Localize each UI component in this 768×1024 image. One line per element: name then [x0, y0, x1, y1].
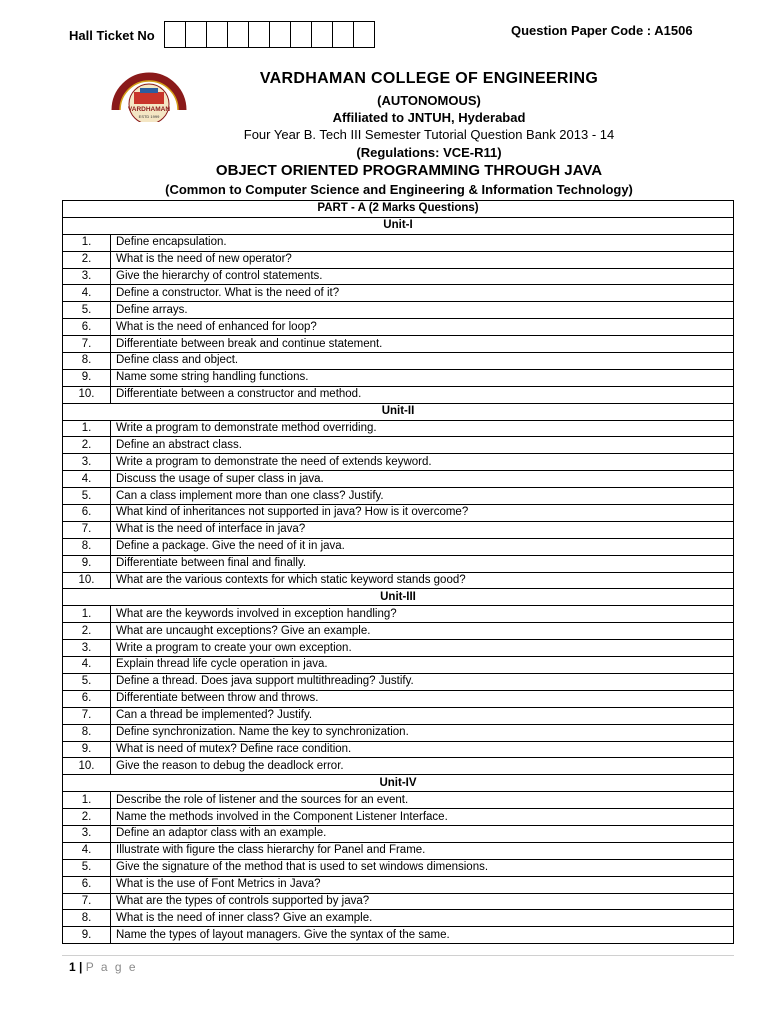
college-name: VARDHAMAN COLLEGE OF ENGINEERING	[259, 70, 599, 87]
question-number: 1.	[63, 792, 111, 809]
question-text: Define an adaptor class with an example.	[111, 825, 734, 842]
hall-ticket-box[interactable]	[354, 21, 375, 48]
question-text: Write a program to create your own exception.	[111, 640, 734, 657]
question-row	[63, 268, 734, 285]
question-row	[63, 302, 734, 319]
question-text: Name some string handling functions.	[111, 369, 734, 386]
question-row	[63, 505, 734, 522]
question-row	[63, 471, 734, 488]
unit-title: Unit-III	[63, 589, 734, 606]
question-number: 10.	[63, 572, 111, 589]
subject-title: OBJECT ORIENTED PROGRAMMING THROUGH JAVA	[215, 162, 603, 179]
question-number: 7.	[63, 893, 111, 910]
question-text: What are the keywords involved in exception handling?	[111, 606, 734, 623]
question-number: 9.	[63, 555, 111, 572]
course-line: Four Year B. Tech III Semester Tutorial Question Bank 2013 - 14	[243, 127, 615, 142]
question-text: Define encapsulation.	[111, 234, 734, 251]
question-row	[63, 353, 734, 370]
question-row	[63, 285, 734, 302]
question-number: 6.	[63, 319, 111, 336]
hall-ticket-boxes	[164, 21, 375, 48]
question-text: Describe the role of listener and the sources for an event.	[111, 792, 734, 809]
question-row	[63, 673, 734, 690]
question-paper-code: Question Paper Code : A1506	[511, 23, 693, 38]
question-text: Name the methods involved in the Component Listener Interface.	[111, 809, 734, 826]
question-row	[63, 234, 734, 251]
hall-ticket-box[interactable]	[249, 21, 270, 48]
question-text: Define class and object.	[111, 353, 734, 370]
question-text: Differentiate between throw and throws.	[111, 690, 734, 707]
question-row	[63, 555, 734, 572]
affiliation-text: Affiliated to JNTUH, Hyderabad	[332, 110, 526, 125]
question-text: Define a thread. Does java support multithreading? Justify.	[111, 673, 734, 690]
question-text: What is the need of interface in java?	[111, 521, 734, 538]
question-number: 8.	[63, 538, 111, 555]
hall-ticket-box[interactable]	[207, 21, 228, 48]
question-text: Define an abstract class.	[111, 437, 734, 454]
question-row	[63, 809, 734, 826]
question-text: Discuss the usage of super class in java.	[111, 471, 734, 488]
question-row	[63, 319, 734, 336]
question-row	[63, 336, 734, 353]
hall-ticket-box[interactable]	[291, 21, 312, 48]
question-number: 6.	[63, 690, 111, 707]
question-row	[63, 251, 734, 268]
page-separator: |	[79, 960, 83, 974]
question-number: 7.	[63, 707, 111, 724]
hall-ticket-box[interactable]	[165, 21, 186, 48]
question-row	[63, 724, 734, 741]
question-number: 1.	[63, 234, 111, 251]
question-number: 4.	[63, 842, 111, 859]
question-number: 1.	[63, 420, 111, 437]
question-row	[63, 521, 734, 538]
question-text: What is the use of Font Metrics in Java?	[111, 876, 734, 893]
question-text: Differentiate between final and finally.	[111, 555, 734, 572]
question-row	[63, 842, 734, 859]
question-text: What are the various contexts for which static keyword stands good?	[111, 572, 734, 589]
question-number: 8.	[63, 724, 111, 741]
question-number: 7.	[63, 521, 111, 538]
question-text: Define arrays.	[111, 302, 734, 319]
question-number: 3.	[63, 825, 111, 842]
autonomous-label: (AUTONOMOUS)	[377, 93, 481, 108]
question-number: 7.	[63, 336, 111, 353]
hall-ticket-label: Hall Ticket No	[69, 28, 155, 43]
question-row	[63, 538, 734, 555]
question-row	[63, 657, 734, 674]
unit-title: Unit-IV	[63, 775, 734, 792]
question-row	[63, 386, 734, 403]
hall-ticket-box[interactable]	[186, 21, 207, 48]
unit-header-row	[63, 217, 734, 234]
question-row	[63, 758, 734, 775]
question-row	[63, 572, 734, 589]
question-text: What is the need of enhanced for loop?	[111, 319, 734, 336]
question-text: Name the types of layout managers. Give the syntax of the same.	[111, 927, 734, 944]
footer-divider	[62, 955, 734, 956]
question-text: Give the reason to debug the deadlock error.	[111, 758, 734, 775]
question-number: 8.	[63, 910, 111, 927]
part-header-row	[63, 201, 734, 218]
question-text: What are the types of controls supported by java?	[111, 893, 734, 910]
question-text: Write a program to demonstrate method overriding.	[111, 420, 734, 437]
question-text: Give the hierarchy of control statements.	[111, 268, 734, 285]
question-number: 3.	[63, 268, 111, 285]
question-number: 3.	[63, 454, 111, 471]
question-number: 5.	[63, 488, 111, 505]
question-row	[63, 454, 734, 471]
question-row	[63, 623, 734, 640]
question-number: 2.	[63, 623, 111, 640]
unit-header-row	[63, 589, 734, 606]
page-label: P a g e	[85, 960, 138, 974]
question-text: What is the need of new operator?	[111, 251, 734, 268]
unit-header-row	[63, 775, 734, 792]
question-text: What is need of mutex? Define race condition.	[111, 741, 734, 758]
logo-text: VARDHAMAN	[127, 106, 171, 113]
question-row	[63, 437, 734, 454]
question-row	[63, 893, 734, 910]
question-number: 10.	[63, 758, 111, 775]
question-number: 6.	[63, 876, 111, 893]
question-number: 2.	[63, 437, 111, 454]
question-text: Illustrate with figure the class hierarchy for Panel and Frame.	[111, 842, 734, 859]
question-number: 2.	[63, 251, 111, 268]
question-number: 10.	[63, 386, 111, 403]
question-text: Give the signature of the method that is used to set windows dimensions.	[111, 859, 734, 876]
page-number: 1	[69, 960, 76, 974]
question-row	[63, 420, 734, 437]
question-number: 4.	[63, 471, 111, 488]
question-number: 5.	[63, 859, 111, 876]
page-footer	[69, 960, 138, 974]
logo-subtext: ESTD 1999	[138, 114, 160, 119]
hall-ticket-box[interactable]	[270, 21, 291, 48]
question-number: 5.	[63, 302, 111, 319]
question-text: Can a thread be implemented? Justify.	[111, 707, 734, 724]
question-text: Explain thread life cycle operation in java.	[111, 657, 734, 674]
question-number: 4.	[63, 285, 111, 302]
question-row	[63, 859, 734, 876]
question-text: Define synchronization. Name the key to synchronization.	[111, 724, 734, 741]
question-number: 2.	[63, 809, 111, 826]
question-row	[63, 927, 734, 944]
question-text: Differentiate between a constructor and method.	[111, 386, 734, 403]
question-row	[63, 606, 734, 623]
question-row	[63, 369, 734, 386]
question-row	[63, 488, 734, 505]
question-row	[63, 876, 734, 893]
question-number: 6.	[63, 505, 111, 522]
question-row	[63, 640, 734, 657]
question-number: 1.	[63, 606, 111, 623]
unit-title: Unit-I	[63, 217, 734, 234]
question-number: 9.	[63, 369, 111, 386]
question-row	[63, 792, 734, 809]
question-number: 9.	[63, 927, 111, 944]
question-number: 9.	[63, 741, 111, 758]
question-row	[63, 707, 734, 724]
question-table	[62, 200, 734, 944]
question-row	[63, 910, 734, 927]
part-title: PART - A (2 Marks Questions)	[63, 201, 734, 218]
hall-ticket-box[interactable]	[333, 21, 354, 48]
question-text: Can a class implement more than one class? Justify.	[111, 488, 734, 505]
hall-ticket-box[interactable]	[228, 21, 249, 48]
question-text: What is the need of inner class? Give an example.	[111, 910, 734, 927]
question-row	[63, 741, 734, 758]
question-text: Write a program to demonstrate the need of extends keyword.	[111, 454, 734, 471]
question-text: Define a package. Give the need of it in java.	[111, 538, 734, 555]
question-text: Define a constructor. What is the need of it?	[111, 285, 734, 302]
question-number: 5.	[63, 673, 111, 690]
unit-title: Unit-II	[63, 403, 734, 420]
common-note: (Common to Computer Science and Engineering & Information Technology)	[165, 182, 633, 197]
question-number: 4.	[63, 657, 111, 674]
question-row	[63, 825, 734, 842]
regulations-text: (Regulations: VCE-R11)	[356, 145, 502, 160]
unit-header-row	[63, 403, 734, 420]
question-number: 8.	[63, 353, 111, 370]
question-number: 3.	[63, 640, 111, 657]
question-text: Differentiate between break and continue statement.	[111, 336, 734, 353]
question-row	[63, 690, 734, 707]
hall-ticket-box[interactable]	[312, 21, 333, 48]
question-text: What are uncaught exceptions? Give an example.	[111, 623, 734, 640]
question-text: What kind of inheritances not supported in java? How is it overcome?	[111, 505, 734, 522]
